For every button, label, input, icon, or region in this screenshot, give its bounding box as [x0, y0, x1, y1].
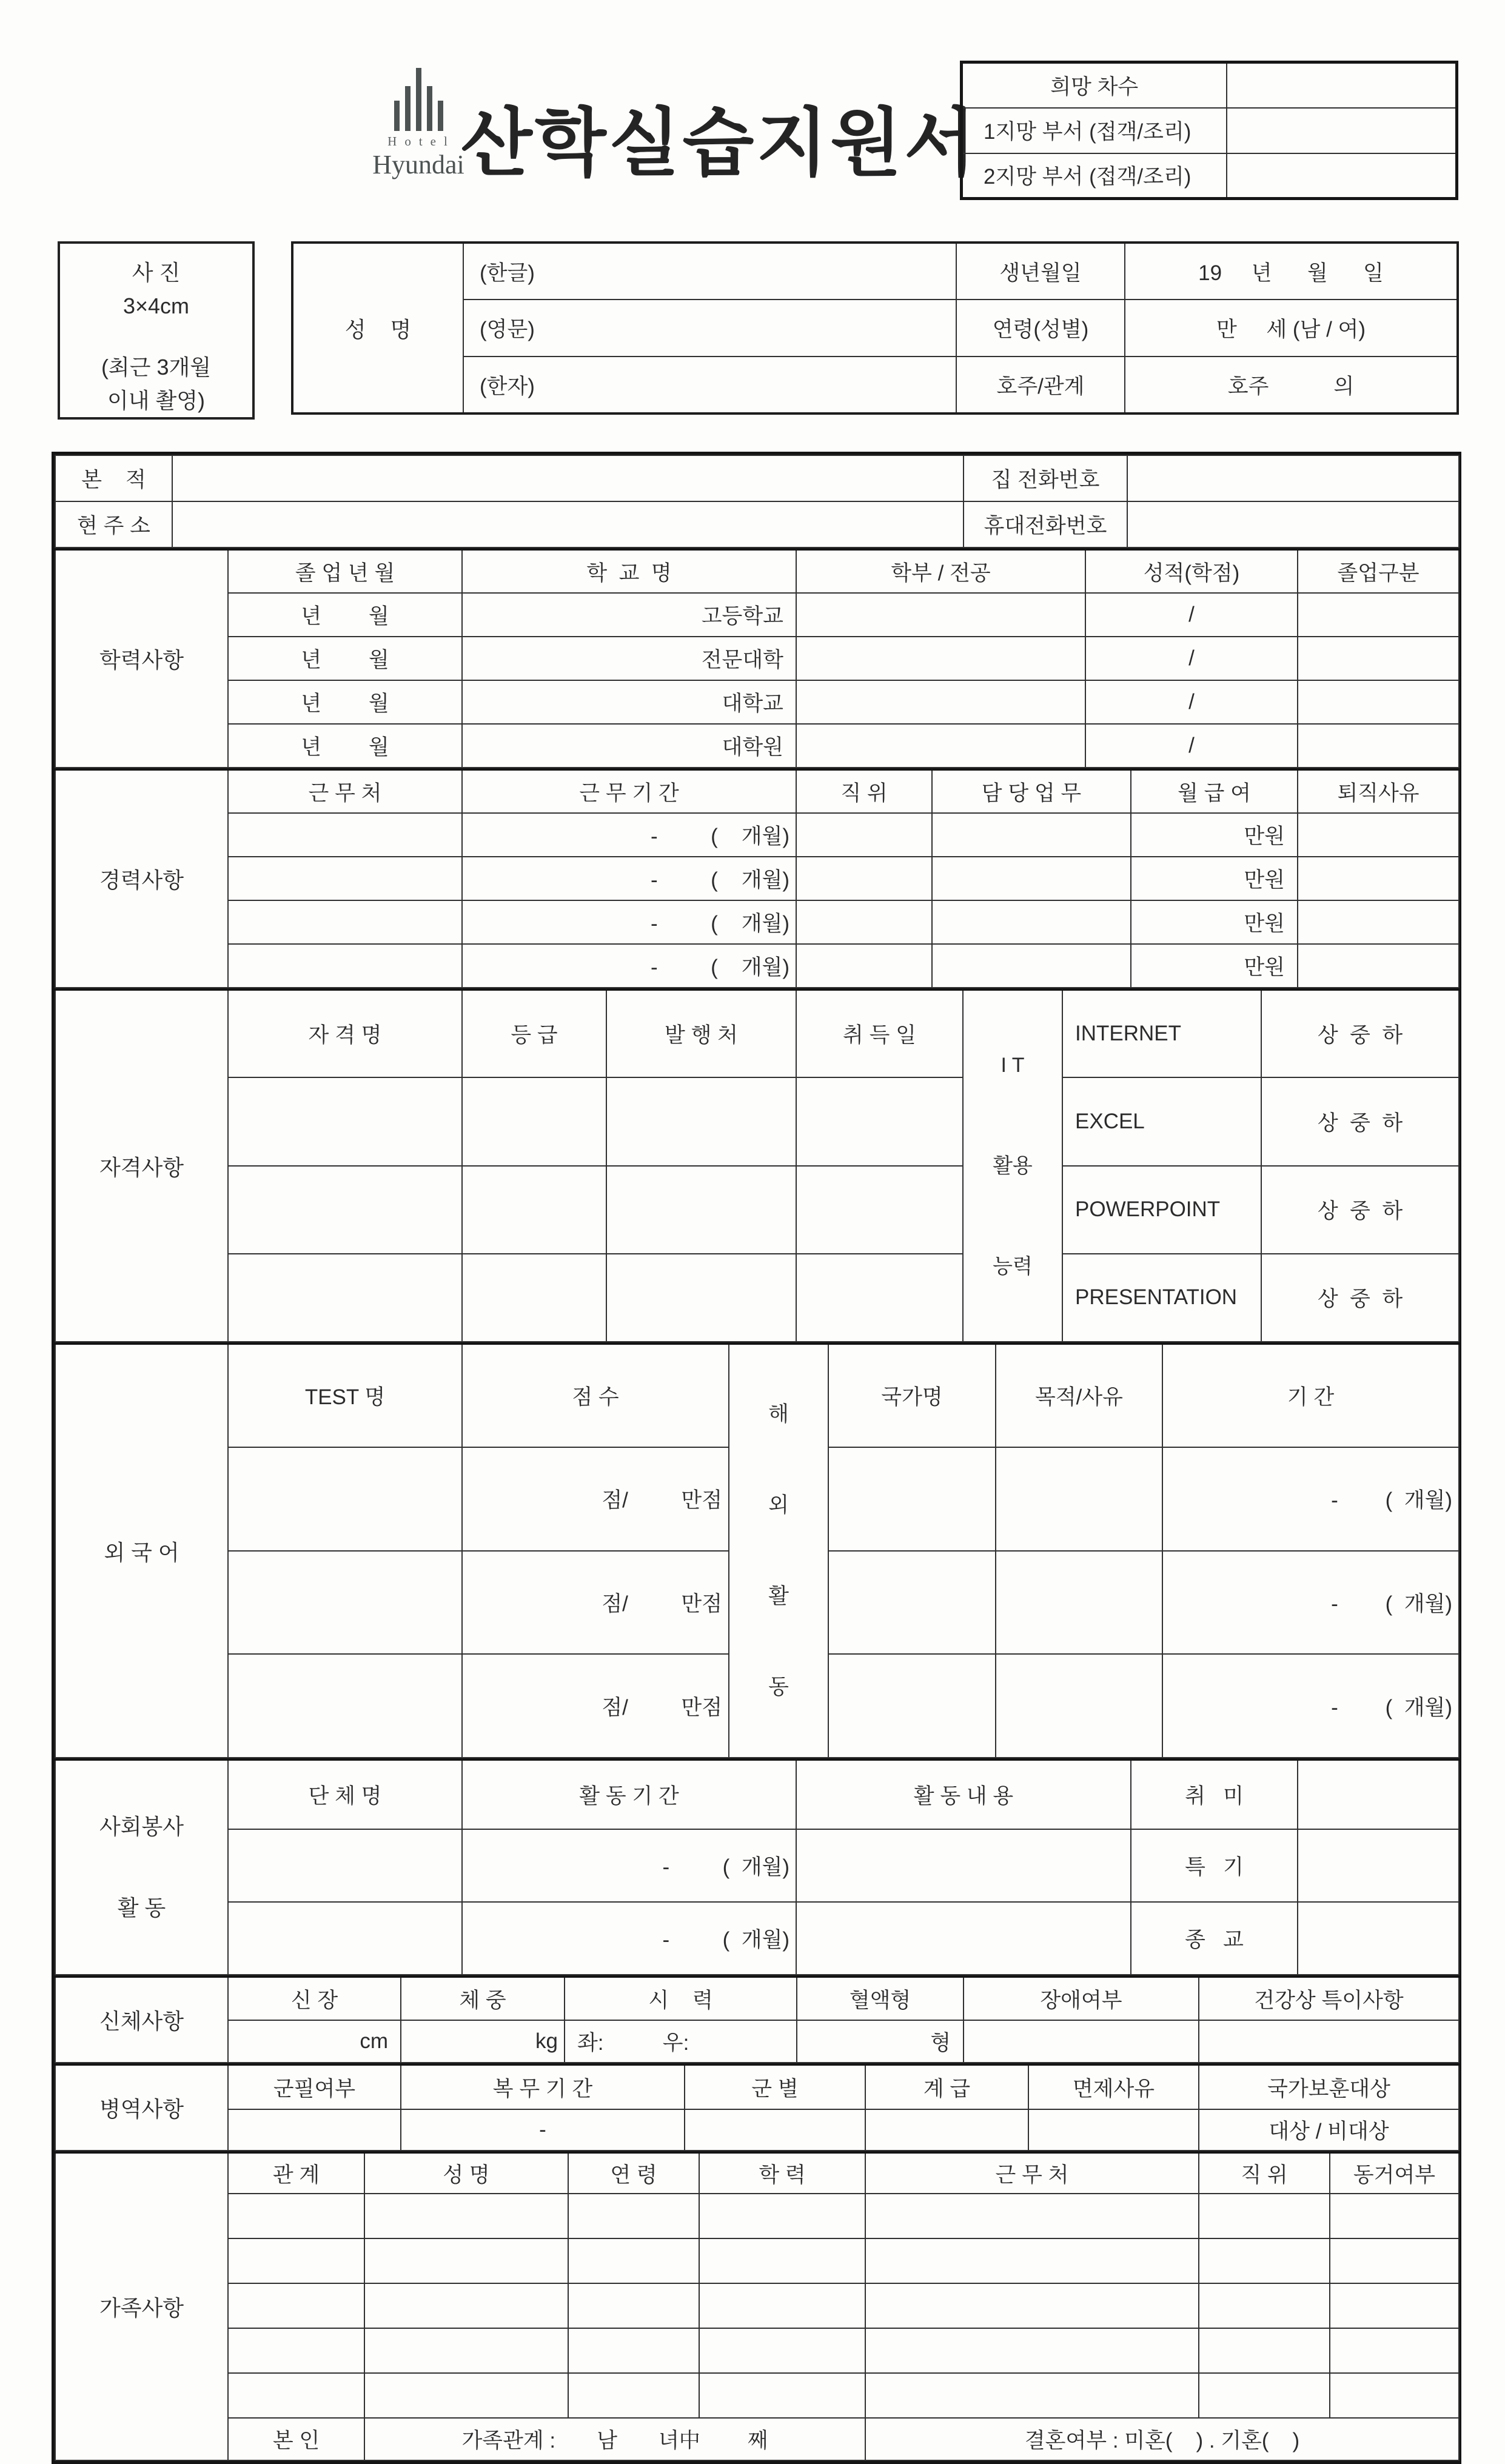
- religion-value-cell: [1298, 1902, 1459, 1975]
- military-section: [55, 2063, 1460, 2151]
- page-title: 산학실습지원서: [461, 102, 978, 184]
- overseas-period-cell: - ( 개월): [1162, 1447, 1459, 1551]
- certificate-section: [55, 988, 1460, 1342]
- it-skill-powerpoint: POWERPOINT: [1062, 1166, 1261, 1254]
- overseas-header-country: 국가명: [828, 1344, 996, 1447]
- family-header-name: 성 명: [364, 2152, 568, 2194]
- photo-box: [58, 241, 255, 420]
- weight-unit-cell: kg: [401, 2020, 565, 2063]
- family-education-cell: [699, 2238, 865, 2283]
- family-position-cell: [1199, 2194, 1330, 2238]
- career-period-cell: - ( 개월): [462, 813, 796, 857]
- cert-header-issuer: 발 행 처: [606, 989, 796, 1077]
- family-relation-cell: [228, 2373, 364, 2418]
- military-section-label: 병역사항: [55, 2064, 228, 2151]
- photo-note-line2: 이내 촬영): [107, 388, 206, 413]
- volunteer-section: [55, 1758, 1460, 1975]
- householder-value: 호주 의: [1125, 357, 1458, 413]
- volunteer-content-cell: [796, 1902, 1131, 1975]
- family-cohabit-cell: [1330, 2238, 1459, 2283]
- family-header-relation: 관 계: [228, 2152, 364, 2194]
- family-age-cell: [568, 2283, 699, 2328]
- career-reason-cell: [1298, 900, 1459, 944]
- preference-round-label: 희망 차수: [962, 62, 1227, 108]
- family-relation-summary: 가족관계 : 남 녀中 째: [364, 2418, 865, 2460]
- career-position-cell: [796, 857, 932, 900]
- career-header-reason: 퇴직사유: [1298, 769, 1459, 813]
- volunteer-org-cell: [228, 1829, 462, 1902]
- family-relation-cell: [228, 2283, 364, 2328]
- family-age-cell: [568, 2373, 699, 2418]
- lang-test-cell: [228, 1551, 462, 1655]
- career-reason-cell: [1298, 944, 1459, 988]
- lang-score-cell: 점/ 만점: [462, 1654, 729, 1758]
- overseas-country-cell: [828, 1447, 996, 1551]
- edu-school-college: 전문대학: [462, 637, 796, 680]
- volunteer-period-cell: - ( 개월): [462, 1902, 796, 1975]
- physical-header-disability: 장애여부: [964, 1977, 1199, 2020]
- application-main-table: [52, 452, 1461, 2464]
- family-header-education: 학 력: [699, 2152, 865, 2194]
- mobile-phone-value-cell: [1127, 501, 1459, 547]
- edu-major-cell: [796, 680, 1085, 724]
- family-name-cell: [364, 2283, 568, 2328]
- physical-section-label: 신체사항: [55, 1977, 228, 2063]
- registered-address-label: 본 적: [55, 455, 172, 501]
- family-position-cell: [1199, 2373, 1330, 2418]
- edu-gradtype-cell: [1298, 724, 1459, 768]
- volunteer-org-cell: [228, 1902, 462, 1975]
- military-exemption-cell: [1028, 2109, 1199, 2151]
- family-cohabit-cell: [1330, 2283, 1459, 2328]
- edu-school-university: 대학교: [462, 680, 796, 724]
- photo-note-line1: (최근 3개월: [101, 355, 212, 380]
- career-position-cell: [796, 900, 932, 944]
- volunteer-section-label: 사회봉사 활 동: [55, 1759, 228, 1975]
- home-phone-label: 집 전화번호: [964, 455, 1127, 501]
- military-rank-cell: [865, 2109, 1028, 2151]
- it-skill-presentation: PRESENTATION: [1062, 1254, 1261, 1342]
- career-period-cell: - ( 개월): [462, 857, 796, 900]
- physical-header-vision: 시 력: [565, 1977, 797, 2020]
- mobile-phone-label: 휴대전화번호: [964, 501, 1127, 547]
- edu-date-cell: 년 월: [228, 593, 462, 637]
- family-relation-cell: [228, 2328, 364, 2373]
- family-name-cell: [364, 2328, 568, 2373]
- physical-header-height: 신 장: [228, 1977, 401, 2020]
- military-header-branch: 군 별: [685, 2064, 865, 2109]
- family-education-cell: [699, 2194, 865, 2238]
- age-gender-value: 만 세 (남 / 여): [1125, 300, 1458, 357]
- military-status-cell: [228, 2109, 401, 2151]
- military-header-period: 복 무 기 간: [401, 2064, 685, 2109]
- family-relation-cell: [228, 2238, 364, 2283]
- edu-header-major: 학부 / 전공: [796, 549, 1085, 593]
- edu-header-grad-type: 졸업구분: [1298, 549, 1459, 593]
- birthdate-value: 19 년 월 일: [1125, 243, 1458, 300]
- cert-issuer-cell: [606, 1254, 796, 1342]
- vision-cell: 좌: 우:: [565, 2020, 797, 2063]
- career-header-position: 직 위: [796, 769, 932, 813]
- height-unit-cell: cm: [228, 2020, 401, 2063]
- cert-date-cell: [796, 1166, 963, 1254]
- edu-grade-cell: /: [1085, 680, 1298, 724]
- it-skill-internet: INTERNET: [1062, 989, 1261, 1077]
- specialty-value-cell: [1298, 1829, 1459, 1902]
- preference-round-value-cell: [1227, 62, 1457, 108]
- career-header-workplace: 근 무 처: [228, 769, 462, 813]
- career-reason-cell: [1298, 857, 1459, 900]
- name-hanja-cell: (한자): [463, 357, 956, 413]
- family-age-cell: [568, 2238, 699, 2283]
- edu-date-cell: 년 월: [228, 680, 462, 724]
- physical-header-blood: 혈액형: [797, 1977, 964, 2020]
- it-scale-internet: 상 중 하: [1261, 989, 1459, 1077]
- career-duty-cell: [932, 813, 1131, 857]
- edu-major-cell: [796, 593, 1085, 637]
- family-education-cell: [699, 2283, 865, 2328]
- lang-test-cell: [228, 1654, 462, 1758]
- religion-label: 종 교: [1131, 1902, 1298, 1975]
- family-workplace-cell: [865, 2238, 1199, 2283]
- cert-header-name: 자 격 명: [228, 989, 462, 1077]
- cert-grade-cell: [462, 1077, 606, 1165]
- address-section: [55, 455, 1460, 548]
- lang-score-cell: 점/ 만점: [462, 1551, 729, 1655]
- volunteer-header-org: 단 체 명: [228, 1759, 462, 1829]
- career-workplace-cell: [228, 944, 462, 988]
- cert-date-cell: [796, 1254, 963, 1342]
- householder-label: 호주/관계: [956, 357, 1125, 413]
- cert-grade-cell: [462, 1166, 606, 1254]
- family-name-cell: [364, 2194, 568, 2238]
- lang-header-test: TEST 명: [228, 1344, 462, 1447]
- family-self-label: 본 인: [228, 2418, 364, 2460]
- family-cohabit-cell: [1330, 2194, 1459, 2238]
- name-english-cell: (영문): [463, 300, 956, 357]
- it-scale-presentation: 상 중 하: [1261, 1254, 1459, 1342]
- family-section: [55, 2151, 1460, 2461]
- edu-date-cell: 년 월: [228, 637, 462, 680]
- edu-gradtype-cell: [1298, 637, 1459, 680]
- career-reason-cell: [1298, 813, 1459, 857]
- edu-grade-cell: /: [1085, 724, 1298, 768]
- cert-name-cell: [228, 1254, 462, 1342]
- family-name-cell: [364, 2373, 568, 2418]
- family-section-label: 가족사항: [55, 2152, 228, 2460]
- military-header-veteran: 국가보훈대상: [1199, 2064, 1459, 2109]
- family-workplace-cell: [865, 2328, 1199, 2373]
- hobby-value-cell: [1298, 1759, 1459, 1829]
- first-choice-dept-value-cell: [1227, 108, 1457, 153]
- certificate-section-label: 자격사항: [55, 989, 228, 1342]
- volunteer-period-cell: - ( 개월): [462, 1829, 796, 1902]
- family-age-cell: [568, 2328, 699, 2373]
- identity-table: [291, 241, 1459, 415]
- name-hangul-cell: (한글): [463, 243, 956, 300]
- military-branch-cell: [685, 2109, 865, 2151]
- specialty-label: 특 기: [1131, 1829, 1298, 1902]
- logo-hotel-text: Hotel: [387, 134, 455, 149]
- family-position-cell: [1199, 2328, 1330, 2373]
- current-address-value-cell: [172, 501, 964, 547]
- overseas-period-cell: - ( 개월): [1162, 1654, 1459, 1758]
- overseas-purpose-cell: [996, 1447, 1162, 1551]
- physical-header-weight: 체 중: [401, 1977, 565, 2020]
- family-position-cell: [1199, 2238, 1330, 2283]
- marriage-status: 결혼여부 : 미혼( ) . 기혼( ): [865, 2418, 1459, 2460]
- military-header-rank: 계 급: [865, 2064, 1028, 2109]
- overseas-header-purpose: 목적/사유: [996, 1344, 1162, 1447]
- edu-major-cell: [796, 724, 1085, 768]
- cert-header-date: 취 득 일: [796, 989, 963, 1077]
- career-period-cell: - ( 개월): [462, 900, 796, 944]
- family-workplace-cell: [865, 2373, 1199, 2418]
- hobby-label: 취 미: [1131, 1759, 1298, 1829]
- career-salary-cell: 만원: [1131, 813, 1298, 857]
- lang-test-cell: [228, 1447, 462, 1551]
- career-workplace-cell: [228, 857, 462, 900]
- lang-score-cell: 점/ 만점: [462, 1447, 729, 1551]
- overseas-country-cell: [828, 1654, 996, 1758]
- family-header-age: 연 령: [568, 2152, 699, 2194]
- veteran-target-cell: 대상 / 비대상: [1199, 2109, 1459, 2151]
- preference-table: [960, 61, 1458, 200]
- career-section-label: 경력사항: [55, 769, 228, 988]
- cert-name-cell: [228, 1077, 462, 1165]
- family-relation-cell: [228, 2194, 364, 2238]
- it-skill-excel: EXCEL: [1062, 1077, 1261, 1165]
- blood-type-cell: 형: [797, 2020, 964, 2063]
- second-choice-dept-label: 2지망 부서 (접객/조리): [962, 153, 1227, 199]
- current-address-label: 현 주 소: [55, 501, 172, 547]
- birthdate-label: 생년월일: [956, 243, 1125, 300]
- language-section: [55, 1342, 1460, 1758]
- edu-grade-cell: /: [1085, 593, 1298, 637]
- cert-grade-cell: [462, 1254, 606, 1342]
- career-salary-cell: 만원: [1131, 900, 1298, 944]
- edu-gradtype-cell: [1298, 593, 1459, 637]
- health-note-cell: [1199, 2020, 1459, 2063]
- career-salary-cell: 만원: [1131, 857, 1298, 900]
- career-position-cell: [796, 944, 932, 988]
- family-header-position: 직 위: [1199, 2152, 1330, 2194]
- family-workplace-cell: [865, 2194, 1199, 2238]
- it-skill-label: I T 활용 능력: [963, 989, 1062, 1342]
- cert-header-grade: 등 급: [462, 989, 606, 1077]
- edu-date-cell: 년 월: [228, 724, 462, 768]
- overseas-activity-label: 해 외 활 동: [729, 1344, 828, 1758]
- family-workplace-cell: [865, 2283, 1199, 2328]
- cert-issuer-cell: [606, 1166, 796, 1254]
- family-cohabit-cell: [1330, 2328, 1459, 2373]
- cert-issuer-cell: [606, 1077, 796, 1165]
- photo-size: 3×4cm: [122, 293, 190, 318]
- edu-major-cell: [796, 637, 1085, 680]
- edu-header-grad-date: 졸 업 년 월: [228, 549, 462, 593]
- volunteer-header-content: 활 동 내 용: [796, 1759, 1131, 1829]
- family-header-cohabit: 동거여부: [1330, 2152, 1459, 2194]
- it-scale-powerpoint: 상 중 하: [1261, 1166, 1459, 1254]
- career-salary-cell: 만원: [1131, 944, 1298, 988]
- career-header-period: 근 무 기 간: [462, 769, 796, 813]
- language-section-label: 외 국 어: [55, 1344, 228, 1758]
- career-position-cell: [796, 813, 932, 857]
- overseas-country-cell: [828, 1551, 996, 1655]
- registered-address-value-cell: [172, 455, 964, 501]
- edu-header-grade: 성적(학점): [1085, 549, 1298, 593]
- edu-grade-cell: /: [1085, 637, 1298, 680]
- it-scale-excel: 상 중 하: [1261, 1077, 1459, 1165]
- family-position-cell: [1199, 2283, 1330, 2328]
- military-period-cell: -: [401, 2109, 685, 2151]
- family-age-cell: [568, 2194, 699, 2238]
- family-cohabit-cell: [1330, 2373, 1459, 2418]
- military-header-status: 군필여부: [228, 2064, 401, 2109]
- physical-header-health: 건강상 특이사항: [1199, 1977, 1459, 2020]
- family-education-cell: [699, 2373, 865, 2418]
- career-workplace-cell: [228, 900, 462, 944]
- education-section-label: 학력사항: [55, 549, 228, 768]
- family-education-cell: [699, 2328, 865, 2373]
- second-choice-dept-value-cell: [1227, 153, 1457, 199]
- career-workplace-cell: [228, 813, 462, 857]
- career-duty-cell: [932, 900, 1131, 944]
- overseas-purpose-cell: [996, 1654, 1162, 1758]
- logo-brand-text: Hyundai: [372, 150, 464, 179]
- family-header-workplace: 근 무 처: [865, 2152, 1199, 2194]
- career-duty-cell: [932, 857, 1131, 900]
- career-section: [55, 768, 1460, 988]
- family-name-cell: [364, 2238, 568, 2283]
- edu-header-school: 학 교 명: [462, 549, 796, 593]
- photo-label: 사 진: [132, 260, 181, 285]
- career-period-cell: - ( 개월): [462, 944, 796, 988]
- career-duty-cell: [932, 944, 1131, 988]
- military-header-exemption: 면제사유: [1028, 2064, 1199, 2109]
- physical-section: [55, 1975, 1460, 2063]
- lang-header-score: 점 수: [462, 1344, 729, 1447]
- volunteer-header-period: 활 동 기 간: [462, 1759, 796, 1829]
- education-section: [55, 548, 1460, 768]
- overseas-purpose-cell: [996, 1551, 1162, 1655]
- edu-school-highschool: 고등학교: [462, 593, 796, 637]
- age-gender-label: 연령(성별): [956, 300, 1125, 357]
- first-choice-dept-label: 1지망 부서 (접객/조리): [962, 108, 1227, 153]
- disability-cell: [964, 2020, 1199, 2063]
- name-label: 성 명: [292, 243, 463, 413]
- career-header-salary: 월 급 여: [1131, 769, 1298, 813]
- cert-name-cell: [228, 1166, 462, 1254]
- overseas-period-cell: - ( 개월): [1162, 1551, 1459, 1655]
- overseas-header-period: 기 간: [1162, 1344, 1459, 1447]
- home-phone-value-cell: [1127, 455, 1459, 501]
- career-header-duty: 담 당 업 무: [932, 769, 1131, 813]
- edu-school-gradschool: 대학원: [462, 724, 796, 768]
- volunteer-content-cell: [796, 1829, 1131, 1902]
- edu-gradtype-cell: [1298, 680, 1459, 724]
- cert-date-cell: [796, 1077, 963, 1165]
